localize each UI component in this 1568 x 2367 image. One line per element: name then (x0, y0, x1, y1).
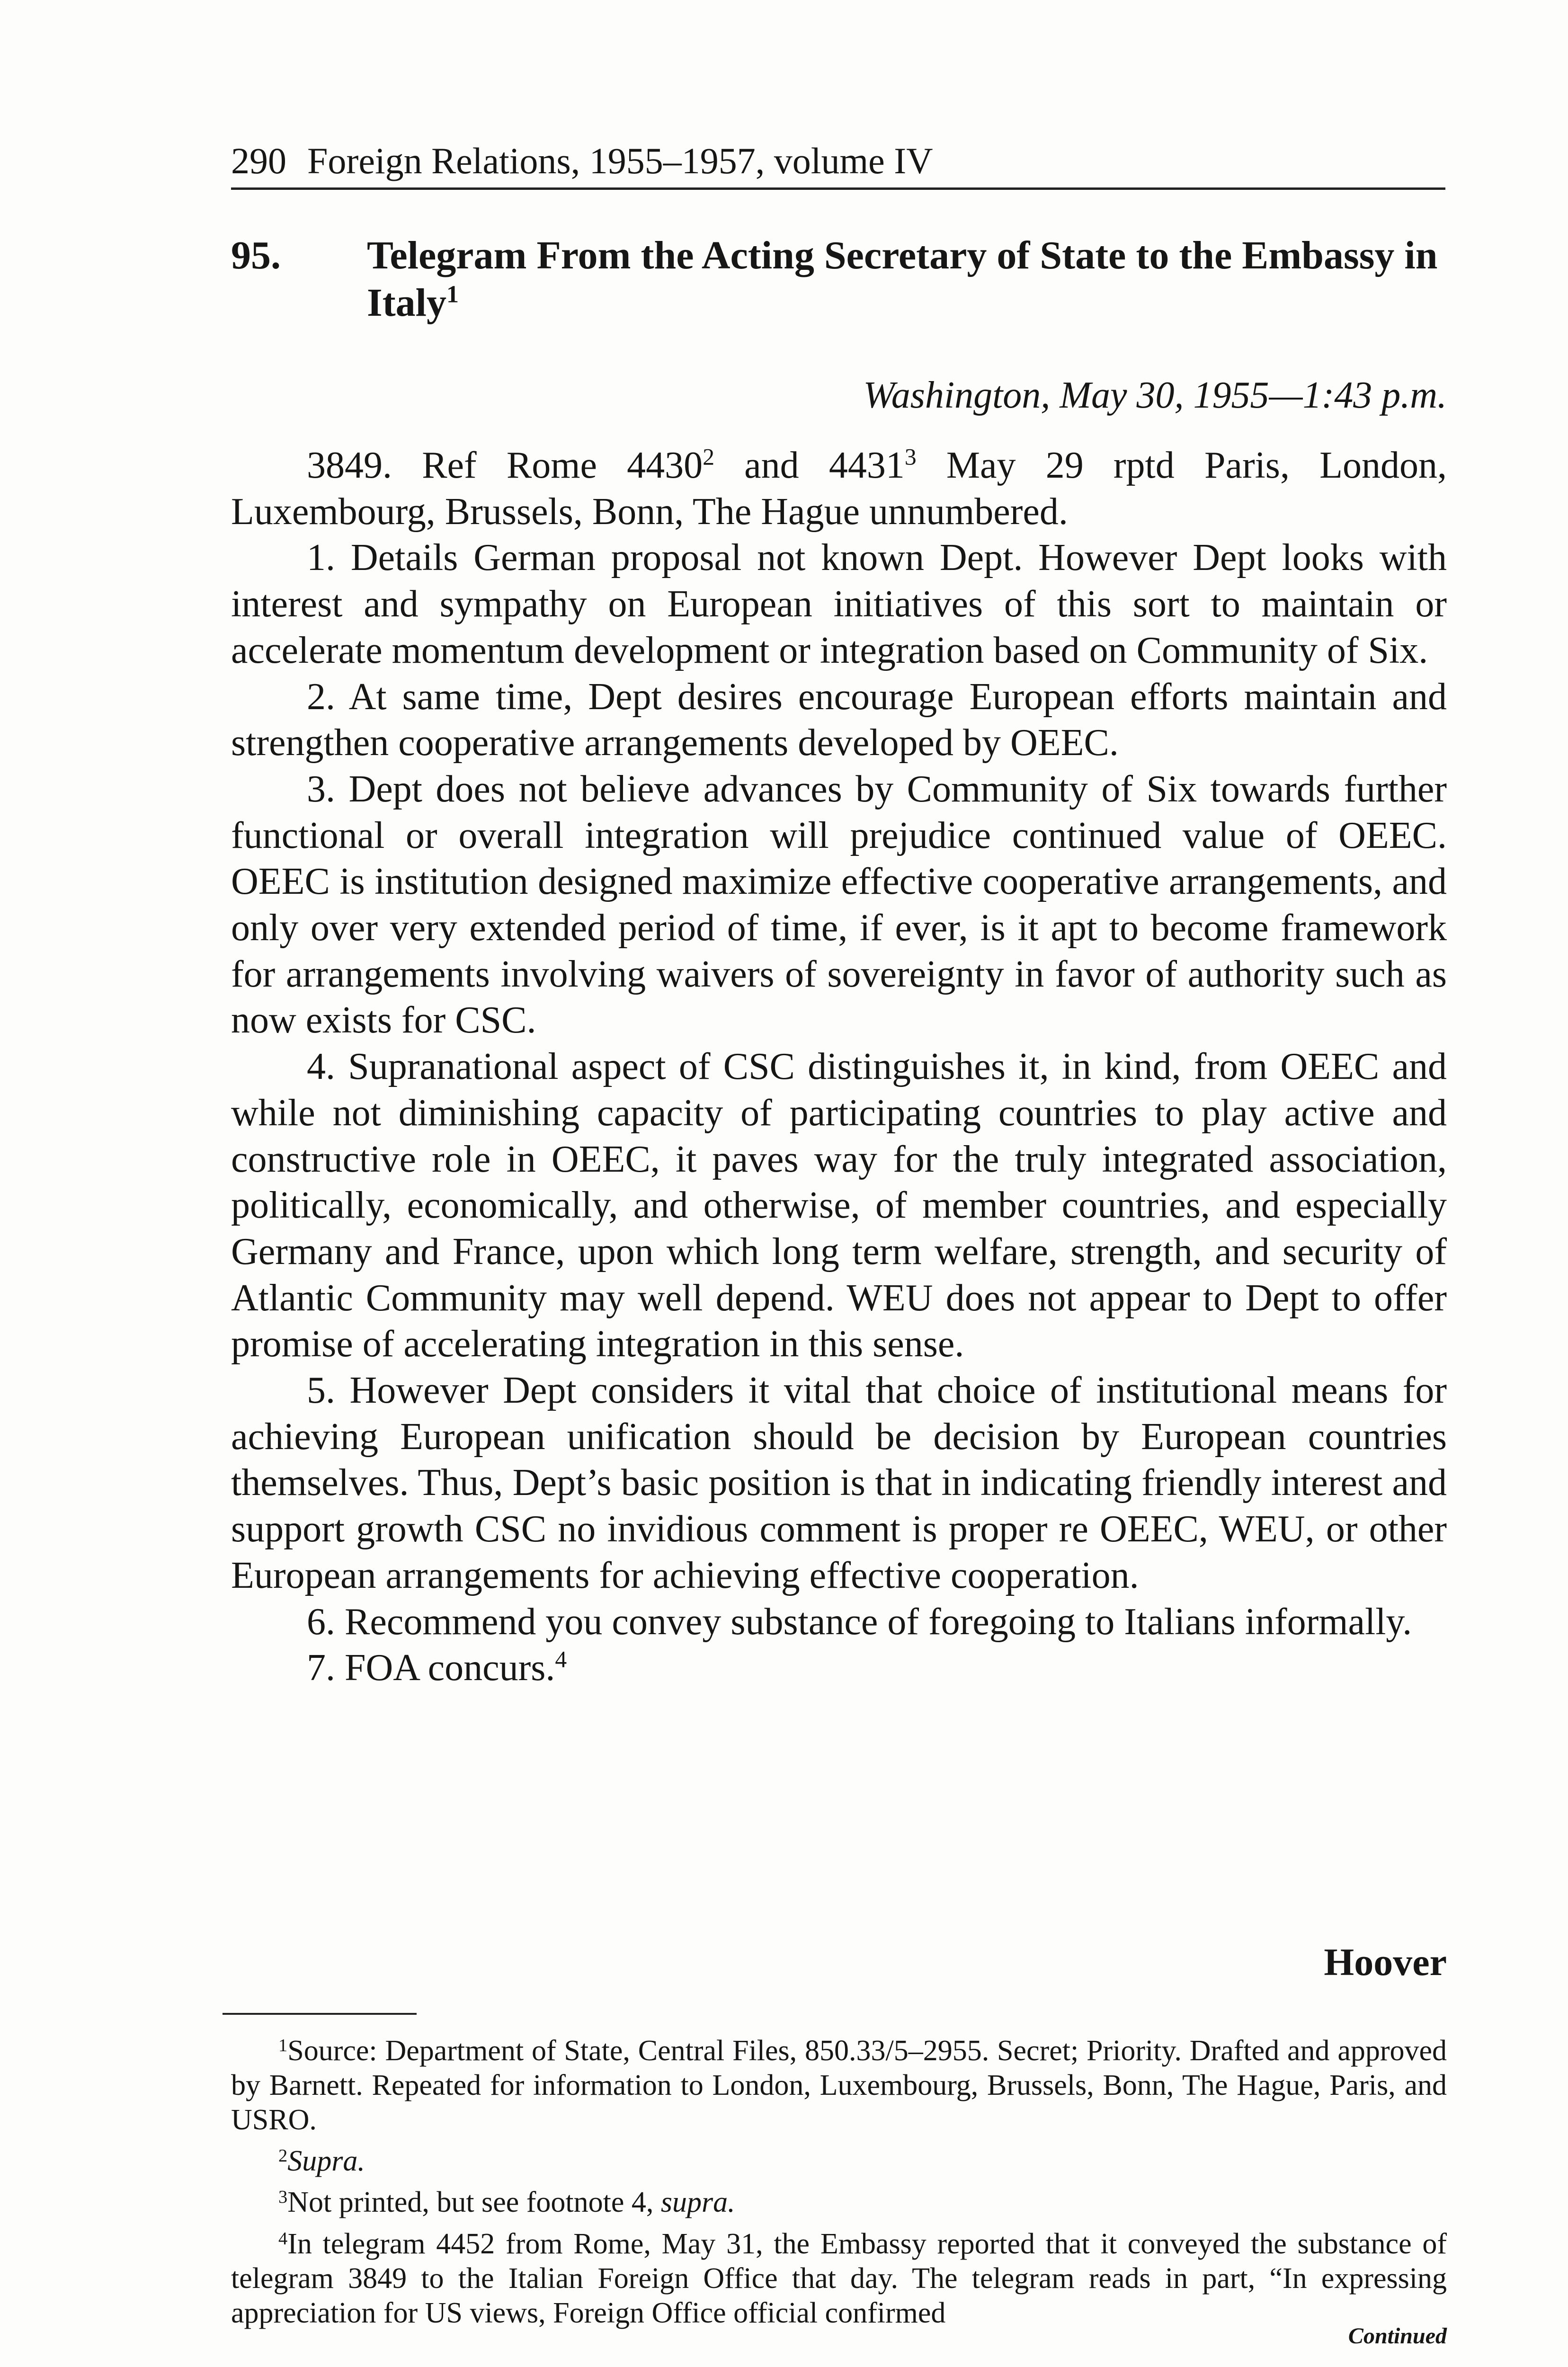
footnote-3 (231, 2180, 1447, 2220)
footnote-rule (223, 2013, 417, 2015)
footnote-3-text: Not printed, but see footnote 4, (287, 2186, 661, 2219)
paragraph-7 (231, 1645, 1447, 1691)
footnote-ref-1: 1 (446, 281, 459, 308)
paragraph-6: 6. Recommend you convey substance of foregoing to Italians informally. (307, 1601, 1412, 1643)
footnote-2-text: Supra. (287, 2145, 365, 2178)
running-head (231, 137, 1445, 190)
paragraph-5: 5. However Dept considers it vital that choice of institutional means for achieving European unification should be decision by European countries themselves. Thus, Dept’s basic position is that in indicating friendly interest and support growth CSC no invidious comment is proper re OEEC, WEU, or other European arrangements for achieving effective cooperation. (231, 1370, 1447, 1596)
telegram-body (231, 443, 1447, 1691)
footnote-4 (231, 2222, 1447, 2331)
footnote-3-supra: supra. (660, 2186, 735, 2219)
continued-label: Continued (1348, 2323, 1447, 2349)
footnote-2 (231, 2139, 1447, 2179)
footnote-3-mark: 3 (278, 2187, 288, 2207)
paragraph-1: 1. Details German proposal not known Dept. However Dept looks with interest and sympathy on European initiatives of this sort to maintain or accelerate momentum development or integration based on Community of Six. (231, 537, 1447, 671)
footnote-ref-3: 3 (904, 444, 917, 470)
intro-text-a: 3849. Ref Rome 4430 (307, 445, 703, 486)
paragraph-4: 4. Supranational aspect of CSC distinguishes it, in kind, from OEEC and while not diminishing capacity of participating countries to play active and constructive role in OEEC, it paves way for the truly integrated association, politically, economically, and otherwise, of member countries, and especially Germany and France, upon which long term welfare, strength, and security of Atlantic Community may well depend. WEU does not appear to Dept to offer promise of accelerating integration in this sense. (231, 1046, 1447, 1365)
dateline: Washington, May 30, 1955—1:43 p.m. (863, 374, 1447, 416)
footnote-4-mark: 4 (278, 2228, 288, 2249)
intro-text-b: and 4431 (714, 445, 905, 486)
paragraph-2: 2. At same time, Dept desires encourage European efforts maintain and strengthen cooperative arrangements developed by OEEC. (231, 676, 1447, 764)
document-title-text: Telegram From the Acting Secretary of State to the Embassy in Italy (367, 233, 1438, 325)
publication-title: Foreign Relations, 1955–1957, volume IV (307, 140, 933, 181)
intro-text-c: May 29 rptd Paris, London, Luxembourg, Brussels, Bonn, The Hague unnumbered. (231, 445, 1447, 533)
page-number: 290 (231, 140, 286, 181)
footnote-ref-2: 2 (703, 444, 714, 470)
document-number: 95. (231, 233, 281, 277)
paragraph-3: 3. Dept does not believe advances by Community of Six towards further functional or overall integration will prejudice continued value of OEEC. OEEC is institution designed maximize effective cooperative arrangements, and only over very extended period of time, if ever, is it apt to become framework for arrangements involving waivers of sovereignty in favor of authority such as now exists for CSC. (231, 768, 1447, 1041)
intro-paragraph (231, 443, 1447, 535)
footnote-1 (231, 2029, 1447, 2137)
footnote-ref-4: 4 (555, 1646, 567, 1673)
document-title (367, 232, 1446, 327)
footnote-1-mark: 1 (278, 2036, 288, 2056)
footnotes (231, 2029, 1447, 2332)
signature: Hoover (1324, 1940, 1447, 1984)
footnote-2-mark: 2 (278, 2146, 288, 2166)
paragraph-7-text: 7. FOA concurs. (307, 1647, 555, 1689)
footnote-4-text: In telegram 4452 from Rome, May 31, the Embassy reported that it conveyed the substance of telegram 3849 to the Italian Foreign Office that day. The telegram reads in part, “In expressing appreciation for US views, Foreign Office official confirmed (231, 2227, 1447, 2329)
footnote-1-text: Source: Department of State, Central Files, 850.33/5–2955. Secret; Priority. Drafted and approved by Barnett. Repeated for information to London, Luxembourg, Brussels, Bonn, The Hague, Paris, and USRO. (231, 2035, 1447, 2136)
